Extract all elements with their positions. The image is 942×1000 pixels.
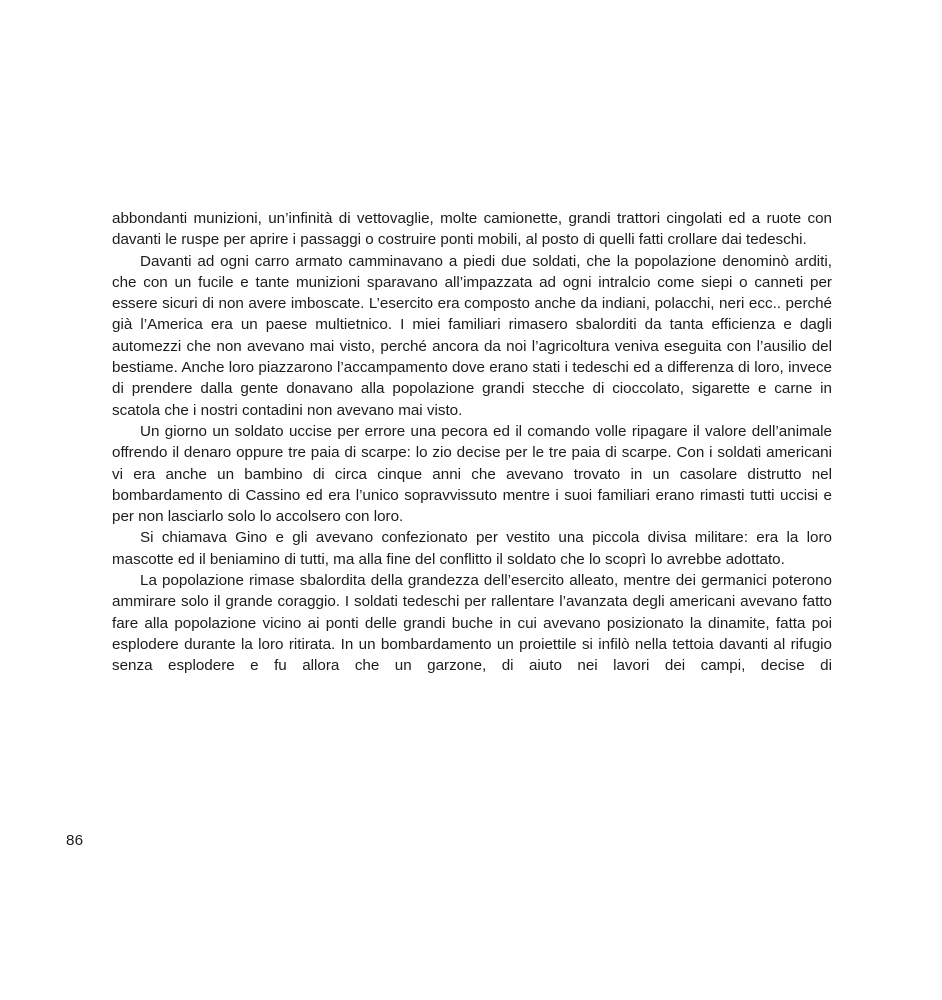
paragraph-5: La popolazione rimase sbalordita della grandezza dell’esercito alleato, mentre dei germanici poterono ammirare solo il grande coraggio. I soldati tedeschi per rallentare l’avanzata degli americani avevano fatto fare alla popolazione vicino ai ponti delle grandi buche in cui avevano posizionato la dinamite, fatta poi esplodere durante la loro ritirata. In un bombardamento un proiettile si infilò nella tettoia davanti al rifugio senza esplodere e fu allora che un garzone, di aiuto nei lavori dei campi, decise di	[112, 572, 832, 675]
page-number: 86	[66, 832, 84, 849]
body-text-column	[112, 208, 832, 677]
paragraph-4: Si chiamava Gino e gli avevano confezionato per vestito una piccola divisa militare: era la loro mascotte ed il beniamino di tutti, ma alla fine del conflitto il soldato che lo scoprì lo avrebbe adottato.	[112, 529, 832, 568]
paragraph-3: Un giorno un soldato uccise per errore una pecora ed il comando volle ripagare il valore dell’animale offrendo il denaro oppure tre paia di scarpe: lo zio decise per le tre paia di scarpe. Con i soldati americani vi era anche un bambino di circa cinque anni che avevano trovato in un casolare distrutto nel bombardamento di Cassino ed era l’unico sopravvissuto mentre i suoi familiari erano rimasti tutti uccisi e per non lasciarlo solo lo accolsero con loro.	[112, 422, 832, 526]
paragraph-2: Davanti ad ogni carro armato camminavano a piedi due soldati, che la popolazione denominò arditi, che con un fucile e tante munizioni sparavano all’impazzata ad ogni intralcio come siepi o canneti per essere sicuri di non avere imboscate. L’esercito era composto anche da indiani, polacchi, neri ecc.. perché già l’America era un paese multietnico. I miei familiari rimasero sbalorditi da tanta efficienza e dagli automezzi che non avevano mai visto, perché ancora da noi l’agricoltura veniva eseguita con l’ausilio del bestiame. Anche loro piazzarono l’accampamento dove erano stati i tedeschi ed a differenza di loro, invece di prendere dalla gente donavano alla popolazione grandi stecche di cioccolato, sigarette e carne in scatola che i nostri contadini non avevano mai visto.	[112, 252, 832, 419]
paragraph-1: abbondanti munizioni, un’infinità di vettovaglie, molte camionette, grandi trattori cingolati ed a ruote con davanti le ruspe per aprire i passaggi o costruire ponti mobili, al posto di quelli fatti crollare dai tedeschi.	[112, 210, 832, 249]
